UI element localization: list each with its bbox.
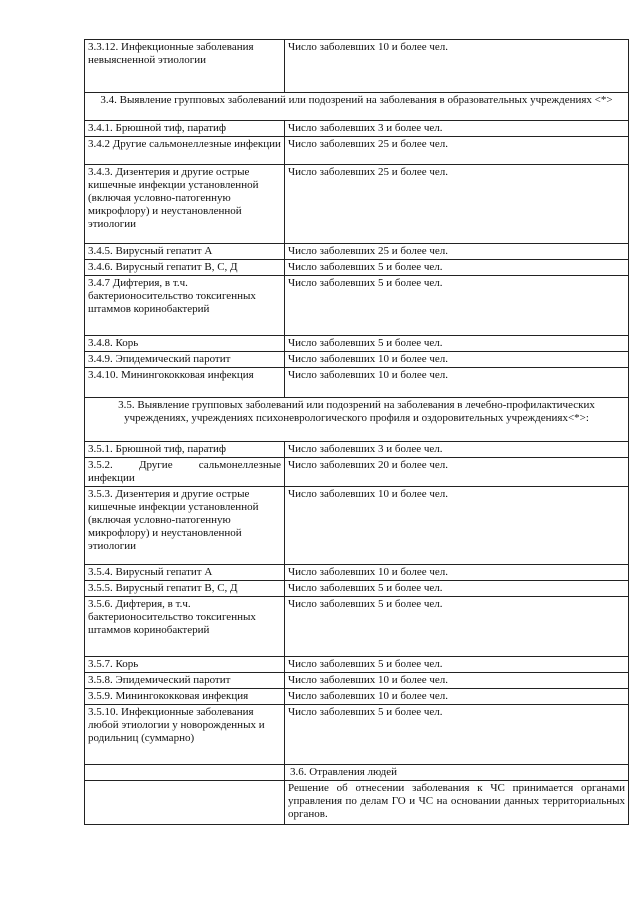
table-row (85, 565, 629, 581)
disease-cell: 3.4.2 Другие сальмонеллезные инфекции (85, 137, 285, 165)
criterion-cell: Число заболевших 25 и более чел. (285, 244, 629, 260)
disease-cell: 3.5.5. Вирусный гепатит В, С, Д (85, 581, 285, 597)
table-row (85, 458, 629, 487)
table-row (85, 442, 629, 458)
disease-cell: 3.4.6. Вирусный гепатит В, С, Д (85, 260, 285, 276)
table-row (85, 368, 629, 398)
disease-cell: 3.5.10. Инфекционные заболевания любой этиологии у новорожденных и родильниц (суммарно) (85, 705, 285, 765)
criterion-cell: Число заболевших 20 и более чел. (285, 458, 629, 487)
table-row (85, 352, 629, 368)
disease-cell: 3.5.4. Вирусный гепатит А (85, 565, 285, 581)
disease-cell: 3.4.3. Дизентерия и другие острые кишечные инфекции установленной (включая условно-патогенную микрофлору) и неустановленной этиологии (85, 165, 285, 244)
criteria-table (84, 39, 629, 825)
disease-cell: 3.4.5. Вирусный гепатит А (85, 244, 285, 260)
criterion-cell: Число заболевших 10 и более чел. (285, 368, 629, 398)
table-row (85, 276, 629, 336)
criterion-cell: Число заболевших 3 и более чел. (285, 442, 629, 458)
table-row (85, 487, 629, 565)
table-row (85, 336, 629, 352)
table-row (85, 581, 629, 597)
criterion-cell: Число заболевших 10 и более чел. (285, 689, 629, 705)
disease-cell: 3.5.3. Дизентерия и другие острые кишечные инфекции установленной (включая условно-патогенную микрофлору) и неустановленной этиологии (85, 487, 285, 565)
table-row (85, 657, 629, 673)
disease-cell: 3.5.9. Минингококковая инфекция (85, 689, 285, 705)
criterion-cell: Число заболевших 5 и более чел. (285, 705, 629, 765)
section-heading-row (85, 765, 629, 781)
empty-cell (85, 765, 285, 781)
table-row (85, 597, 629, 657)
criterion-cell: Число заболевших 5 и более чел. (285, 657, 629, 673)
criterion-cell: Число заболевших 10 и более чел. (285, 565, 629, 581)
criterion-cell: Число заболевших 5 и более чел. (285, 597, 629, 657)
disease-cell: 3.4.10. Минингококковая инфекция (85, 368, 285, 398)
disease-cell: 3.5.6. Дифтерия, в т.ч. бактерионосительство токсигенных штаммов коринобактерий (85, 597, 285, 657)
table-row (85, 244, 629, 260)
criterion-cell: Число заболевших 10 и более чел. (285, 352, 629, 368)
table-row (85, 673, 629, 689)
disease-cell: 3.4.7 Дифтерия, в т.ч. бактерионосительство токсигенных штаммов коринобактерий (85, 276, 285, 336)
criterion-cell: Число заболевших 3 и более чел. (285, 121, 629, 137)
table-row (85, 40, 629, 93)
empty-cell (85, 781, 285, 825)
disease-cell: 3.5.8. Эпидемический паротит (85, 673, 285, 689)
criterion-cell: Число заболевших 5 и более чел. (285, 581, 629, 597)
table-row (85, 165, 629, 244)
criterion-cell: Число заболевших 25 и более чел. (285, 137, 629, 165)
disease-cell: 3.5.7. Корь (85, 657, 285, 673)
criterion-cell: Число заболевших 10 и более чел. (285, 673, 629, 689)
criterion-cell: Число заболевших 5 и более чел. (285, 336, 629, 352)
disease-cell: 3.4.1. Брюшной тиф, паратиф (85, 121, 285, 137)
section-title-3-5: 3.5. Выявление групповых заболеваний или подозрений на заболевания в лечебно-профилактических учреждениях, учреждениях психоневрологического профиля и оздоровительных учреждениях<*>: (85, 398, 629, 442)
section-heading-row (85, 398, 629, 442)
table-row (85, 705, 629, 765)
criterion-cell: Число заболевших 10 и более чел. (285, 40, 629, 93)
table-row (85, 121, 629, 137)
disease-cell: 3.5.1. Брюшной тиф, паратиф (85, 442, 285, 458)
decision-note-cell: Решение об отнесении заболевания к ЧС принимается органами управления по делам ГО и ЧС на основании данных территориальных органов. (285, 781, 629, 825)
disease-cell: 3.5.2. Другие сальмонеллезные инфекции (85, 458, 285, 487)
section-title-3-6: 3.6. Отравления людей (285, 765, 629, 781)
table-row (85, 260, 629, 276)
table-row (85, 781, 629, 825)
criterion-cell: Число заболевших 5 и более чел. (285, 276, 629, 336)
disease-cell: 3.4.9. Эпидемический паротит (85, 352, 285, 368)
disease-cell: 3.3.12. Инфекционные заболевания невыясненной этиологии (85, 40, 285, 93)
table-row (85, 137, 629, 165)
criterion-cell: Число заболевших 25 и более чел. (285, 165, 629, 244)
document-page (84, 39, 628, 825)
criterion-cell: Число заболевших 5 и более чел. (285, 260, 629, 276)
table-row (85, 689, 629, 705)
disease-cell: 3.4.8. Корь (85, 336, 285, 352)
section-title-3-4: 3.4. Выявление групповых заболеваний или подозрений на заболевания в образовательных учреждениях <*> (85, 93, 629, 121)
criterion-cell: Число заболевших 10 и более чел. (285, 487, 629, 565)
section-heading-row (85, 93, 629, 121)
